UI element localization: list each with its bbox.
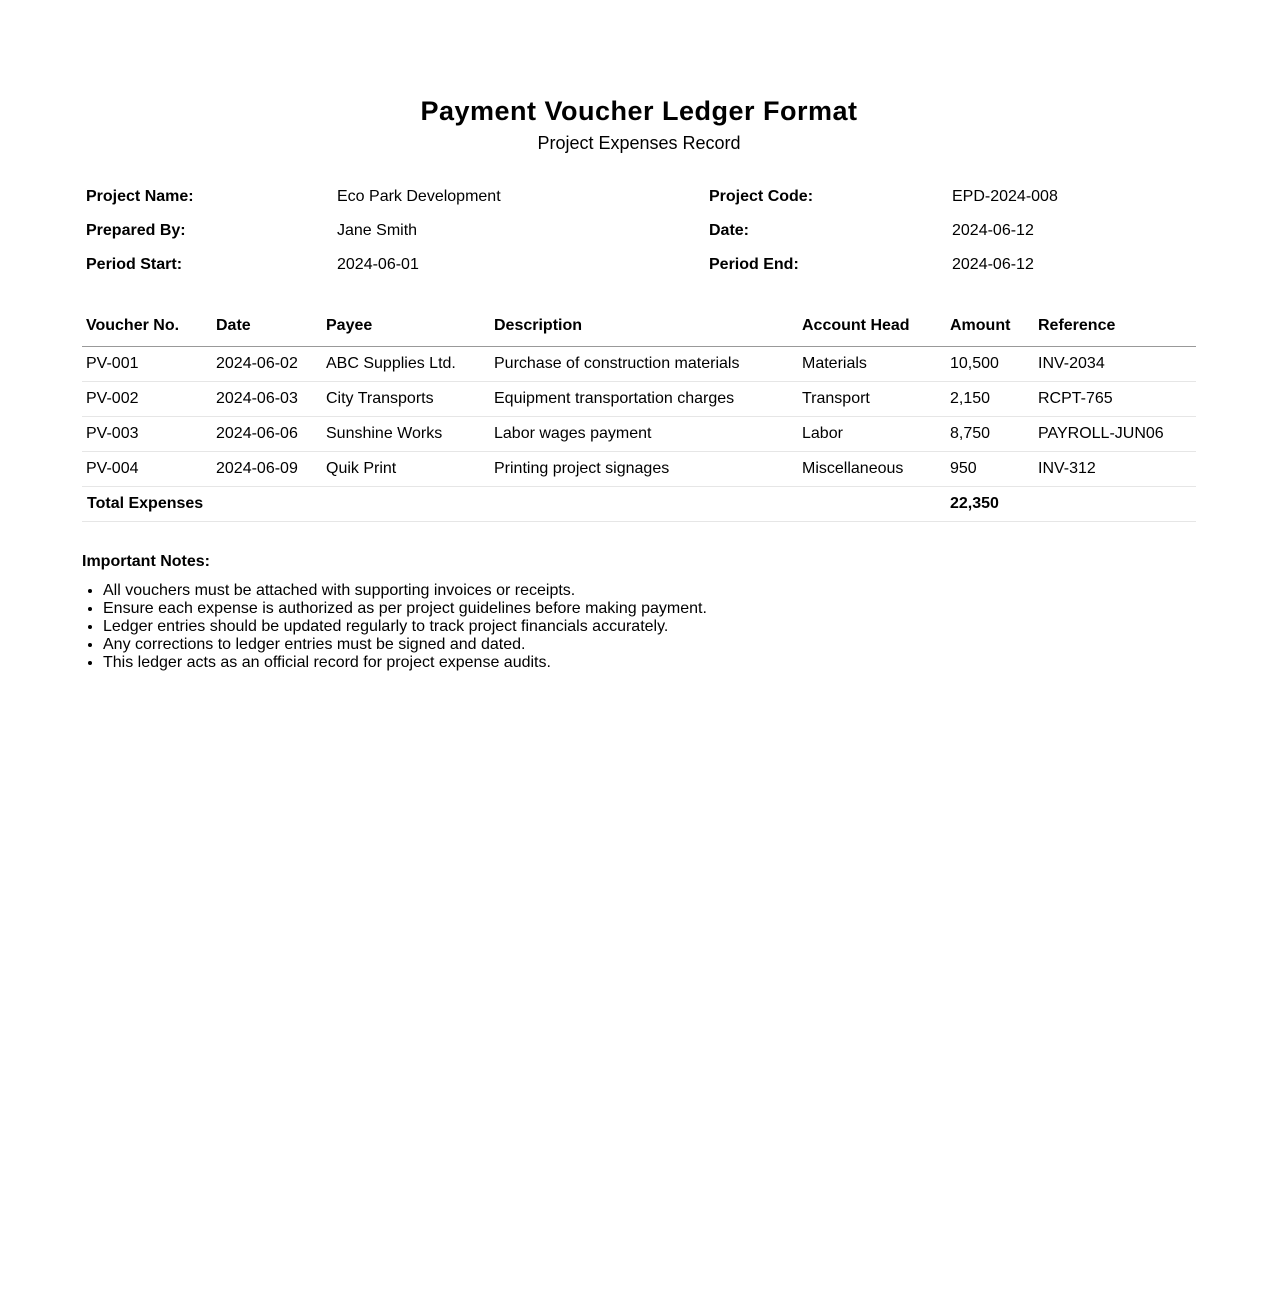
ledger-table [82,306,1196,522]
table-row [82,452,1196,487]
prepared-by-value: Jane Smith [337,222,418,239]
document-page [82,0,1196,672]
period-start-value: 2024-06-01 [337,256,419,273]
prepared-by-label: Prepared By: [86,222,186,239]
project-name-value: Eco Park Development [337,188,501,205]
period-start-label: Period Start: [86,256,183,273]
date-value: 2024-06-12 [952,222,1034,239]
description-cell: Printing project signages [490,452,798,487]
amount-cell: 950 [946,452,1034,487]
date-label: Date: [709,222,750,239]
date-cell: 2024-06-02 [212,347,322,382]
project-code-label: Project Code: [709,188,814,205]
description-cell: Equipment transportation charges [490,382,798,417]
voucher-no-cell: PV-003 [82,417,212,452]
page-title: Payment Voucher Ledger Format [420,96,858,126]
voucher-no-cell: PV-001 [82,347,212,382]
reference-cell: PAYROLL-JUN06 [1034,417,1196,452]
account-head-cell: Miscellaneous [798,452,946,487]
payee-cell: Sunshine Works [322,417,490,452]
voucher-no-cell: PV-002 [82,382,212,417]
reference-cell: INV-2034 [1034,347,1196,382]
total-row [82,487,1196,522]
period-end-value: 2024-06-12 [952,256,1034,273]
total-empty-cell [1034,487,1196,522]
note-item: • Ledger entries should be updated regularly to track project financials accurately. [103,618,1196,636]
column-header-date: Date [212,306,322,347]
column-header-amount: Amount [946,306,1034,347]
project-name-label: Project Name: [86,188,194,205]
table-row [82,417,1196,452]
table-row [82,347,1196,382]
notes-list [82,582,1196,672]
column-header-description: Description [490,306,798,347]
payee-cell: Quik Print [322,452,490,487]
project-info-table [82,180,1196,282]
description-cell: Purchase of construction materials [490,347,798,382]
reference-cell: RCPT-765 [1034,382,1196,417]
column-header-account-head: Account Head [798,306,946,347]
account-head-cell: Materials [798,347,946,382]
reference-cell: INV-312 [1034,452,1196,487]
amount-cell: 10,500 [946,347,1034,382]
ledger-header-row [82,306,1196,347]
meta-row [82,214,1196,248]
description-cell: Labor wages payment [490,417,798,452]
column-header-reference: Reference [1034,306,1196,347]
voucher-no-cell: PV-004 [82,452,212,487]
note-item: • Ensure each expense is authorized as per project guidelines before making payment. [103,600,1196,618]
project-code-value: EPD-2024-008 [952,188,1058,205]
period-end-label: Period End: [709,256,799,273]
account-head-cell: Labor [798,417,946,452]
note-item: • This ledger acts as an official record for project expense audits. [103,654,1196,672]
meta-row [82,180,1196,214]
amount-cell: 2,150 [946,382,1034,417]
total-expenses-label: Total Expenses [82,487,946,522]
account-head-cell: Transport [798,382,946,417]
date-cell: 2024-06-06 [212,417,322,452]
payee-cell: City Transports [322,382,490,417]
column-header-voucher-no: Voucher No. [82,306,212,347]
notes-title: Important Notes: [82,553,210,570]
note-item: • Any corrections to ledger entries must be signed and dated. [103,636,1196,654]
date-cell: 2024-06-09 [212,452,322,487]
page-subtitle: Project Expenses Record [537,133,741,153]
table-row [82,382,1196,417]
amount-cell: 8,750 [946,417,1034,452]
meta-row [82,248,1196,282]
column-header-payee: Payee [322,306,490,347]
payee-cell: ABC Supplies Ltd. [322,347,490,382]
date-cell: 2024-06-03 [212,382,322,417]
total-expenses-amount: 22,350 [946,487,1034,522]
note-item: • All vouchers must be attached with supporting invoices or receipts. [103,582,1196,600]
